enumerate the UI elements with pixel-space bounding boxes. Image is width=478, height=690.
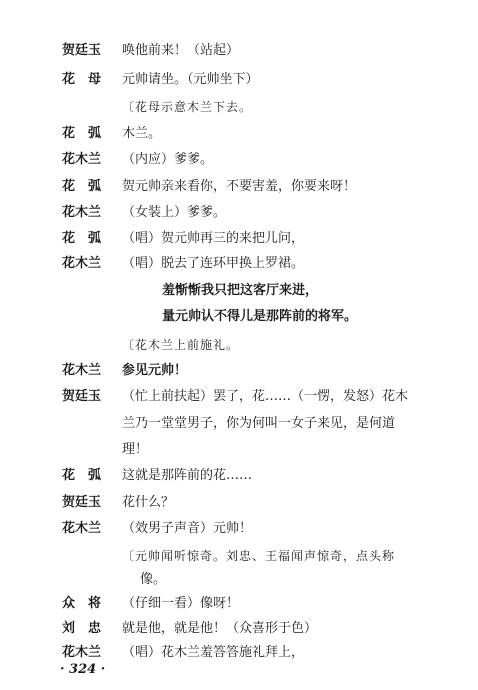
dialogue-text: 花什么？ xyxy=(122,495,175,510)
speaker-name: 花 弧 xyxy=(62,468,102,483)
stage-direction-line xyxy=(0,332,478,358)
speaker-name: 花 弧 xyxy=(62,231,102,246)
speaker-name: 花木兰 xyxy=(62,205,102,220)
dialogue-line xyxy=(0,67,478,93)
verse-line xyxy=(0,278,478,304)
dialogue-text: 唤他前来！（站起） xyxy=(122,43,240,58)
dialogue-line xyxy=(0,251,478,277)
dialogue-text: 这就是那阵前的花…… xyxy=(122,468,253,483)
dialogue-text: 贺元帅亲来看你，不要害羞，你要来呀！ xyxy=(122,179,357,194)
dialogue-text: （仔细一看）像呀！ xyxy=(122,596,240,611)
dialogue-line xyxy=(0,384,478,410)
dialogue-line xyxy=(0,38,478,64)
dialogue-line xyxy=(0,226,478,252)
dialogue-text: （唱）脱去了连环甲换上罗裙。 xyxy=(122,256,305,271)
dialogue-text: 参见元帅！ xyxy=(122,363,188,378)
dialogue-text: （内应）爹爹。 xyxy=(122,152,214,167)
stage-direction: 〔元帅闻听惊奇。刘忠、王福闻声惊奇，点头称 xyxy=(122,549,396,563)
dialogue-line xyxy=(0,147,478,173)
dialogue-line xyxy=(0,516,478,542)
speaker-name: 贺廷玉 xyxy=(62,389,102,404)
stage-direction-continuation xyxy=(0,567,478,593)
dialogue-line xyxy=(0,463,478,489)
dialogue-line xyxy=(0,490,478,516)
dialogue-line xyxy=(0,358,478,384)
stage-direction-line xyxy=(0,543,478,569)
dialogue-text: 兰乃一堂堂男子，你为何叫一女子来见，是何道 xyxy=(122,416,396,431)
stage-direction-line xyxy=(0,94,478,120)
verse-line xyxy=(0,304,478,330)
speaker-name: 花 母 xyxy=(62,72,102,87)
speaker-name: 贺廷玉 xyxy=(62,43,102,58)
verse-text: 羞惭惭我只把这客厅来进， xyxy=(162,283,319,298)
speaker-name: 刘 忠 xyxy=(62,621,102,636)
speaker-name: 花木兰 xyxy=(62,256,102,271)
dialogue-continuation xyxy=(0,437,478,463)
dialogue-line xyxy=(0,616,478,642)
dialogue-text: （女装上）爹爹。 xyxy=(122,205,227,220)
dialogue-continuation xyxy=(0,411,478,437)
dialogue-text: 理！ xyxy=(122,442,149,457)
speaker-name: 花 弧 xyxy=(62,179,102,194)
dialogue-line xyxy=(0,174,478,200)
dialogue-line xyxy=(0,200,478,226)
stage-direction: 〔花木兰上前施礼。 xyxy=(122,338,240,352)
dialogue-text: 就是他，就是他！（众喜形于色） xyxy=(122,621,318,636)
speaker-name: 众 将 xyxy=(62,596,102,611)
speaker-name: 花木兰 xyxy=(62,152,102,167)
dialogue-text: （忙上前扶起）罢了，花……（一愣，发怒）花木 xyxy=(122,389,409,404)
stage-direction: 〔花母示意木兰下去。 xyxy=(122,100,253,114)
speaker-name: 花木兰 xyxy=(62,645,102,660)
dialogue-text: 元帅请坐。（元帅坐下） xyxy=(122,72,259,87)
stage-direction: 像。 xyxy=(140,572,167,587)
verse-text: 量元帅认不得儿是那阵前的将军。 xyxy=(162,309,358,324)
speaker-name: 花木兰 xyxy=(62,363,102,378)
dialogue-line xyxy=(0,591,478,617)
dialogue-text: （唱）贺元帅再三的来把儿问， xyxy=(122,231,305,246)
dialogue-text: （唱）花木兰羞答答施礼拜上， xyxy=(122,645,305,660)
dialogue-text: 木兰。 xyxy=(122,126,162,141)
speaker-name: 花 弧 xyxy=(62,126,102,141)
page-number: · 324 · xyxy=(60,662,106,677)
dialogue-text: （效男子声音）元帅！ xyxy=(122,521,253,536)
dialogue-line xyxy=(0,121,478,147)
speaker-name: 花木兰 xyxy=(62,521,102,536)
speaker-name: 贺廷玉 xyxy=(62,495,102,510)
